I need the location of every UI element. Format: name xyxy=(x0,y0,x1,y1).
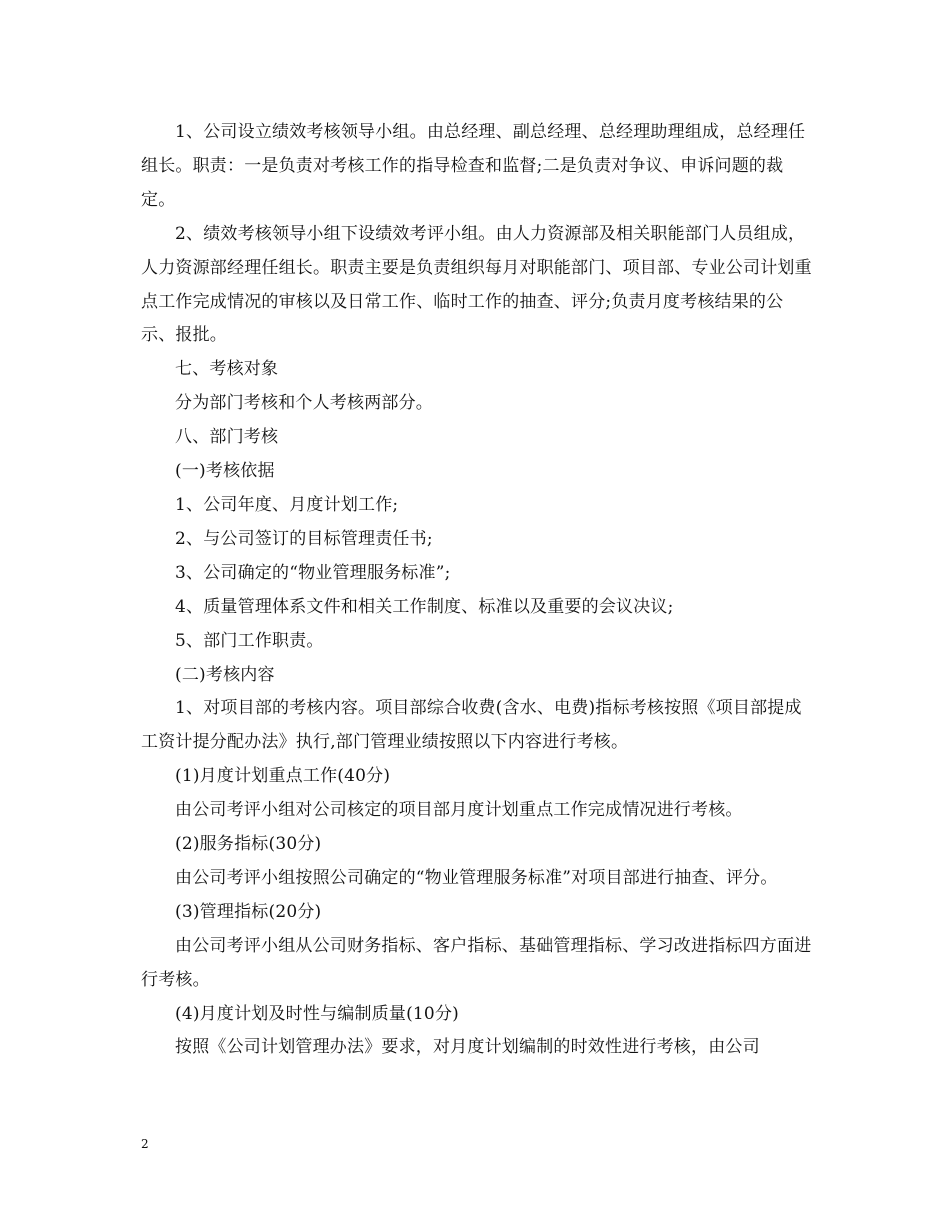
basis-item-department-duties: 5、部门工作职责。 xyxy=(175,630,324,651)
subheading-assessment-content: (二)考核内容 xyxy=(175,664,275,685)
basis-item-quality-system: 4、质量管理体系文件和相关工作制度、标准以及重要的会议决议; xyxy=(175,596,674,617)
item-monthly-plan-quality: (4)月度计划及时性与编制质量(10分) xyxy=(175,1003,459,1024)
paragraph-evaluation-group: 2、绩效考核领导小组下设绩效考评小组。由人力资源部及相关职能部门人员组成，人力资源部经理任组长。职责主要是负责组织每月对职能部门、项目部、专业公司计划重点工作完成情况的审核以及日常工作、临时工作的抽查、评分;负责月度考核结果的公示、报批。 xyxy=(141,223,812,346)
document-body xyxy=(141,116,813,1065)
subheading-assessment-basis: (一)考核依据 xyxy=(175,461,275,482)
basis-item-target-responsibility: 2、与公司签订的目标管理责任书; xyxy=(175,528,433,549)
item-service-indicators: (2)服务指标(30分) xyxy=(175,834,322,855)
paragraph-monthly-plan-quality: 按照《公司计划管理办法》要求，对月度计划编制的时效性进行考核，由公司 xyxy=(175,1037,760,1058)
paragraph-assessment-parts: 分为部门考核和个人考核两部分。 xyxy=(175,393,433,414)
section-heading-assessment-targets: 七、考核对象 xyxy=(175,359,279,380)
paragraph-leadership-group: 1、公司设立绩效考核领导小组。由总经理、副总经理、总经理助理组成，总经理任组长。职责：一是负责对考核工作的指导检查和监督;二是负责对争议、申诉问题的裁定。 xyxy=(141,122,806,210)
paragraph-service-indicators: 由公司考评小组按照公司确定的“物业管理服务标准”对项目部进行抽查、评分。 xyxy=(175,867,778,888)
paragraph-monthly-key-work: 由公司考评小组对公司核定的项目部月度计划重点工作完成情况进行考核。 xyxy=(175,800,743,821)
item-monthly-key-work: (1)月度计划重点工作(40分) xyxy=(175,766,391,787)
basis-item-plan-work: 1、公司年度、月度计划工作; xyxy=(175,494,399,515)
page-number: 2 xyxy=(141,1137,149,1151)
basis-item-service-standard: 3、公司确定的“物业管理服务标准”; xyxy=(175,562,451,583)
section-heading-department-assessment: 八、部门考核 xyxy=(175,427,279,448)
paragraph-management-indicators: 由公司考评小组从公司财务指标、客户指标、基础管理指标、学习改进指标四方面进行考核。 xyxy=(141,935,812,990)
paragraph-project-assessment: 1、对项目部的考核内容。项目部综合收费(含水、电费)指标考核按照《项目部提成工资计提分配办法》执行,部门管理业绩按照以下内容进行考核。 xyxy=(141,698,802,753)
item-management-indicators: (3)管理指标(20分) xyxy=(175,901,322,922)
